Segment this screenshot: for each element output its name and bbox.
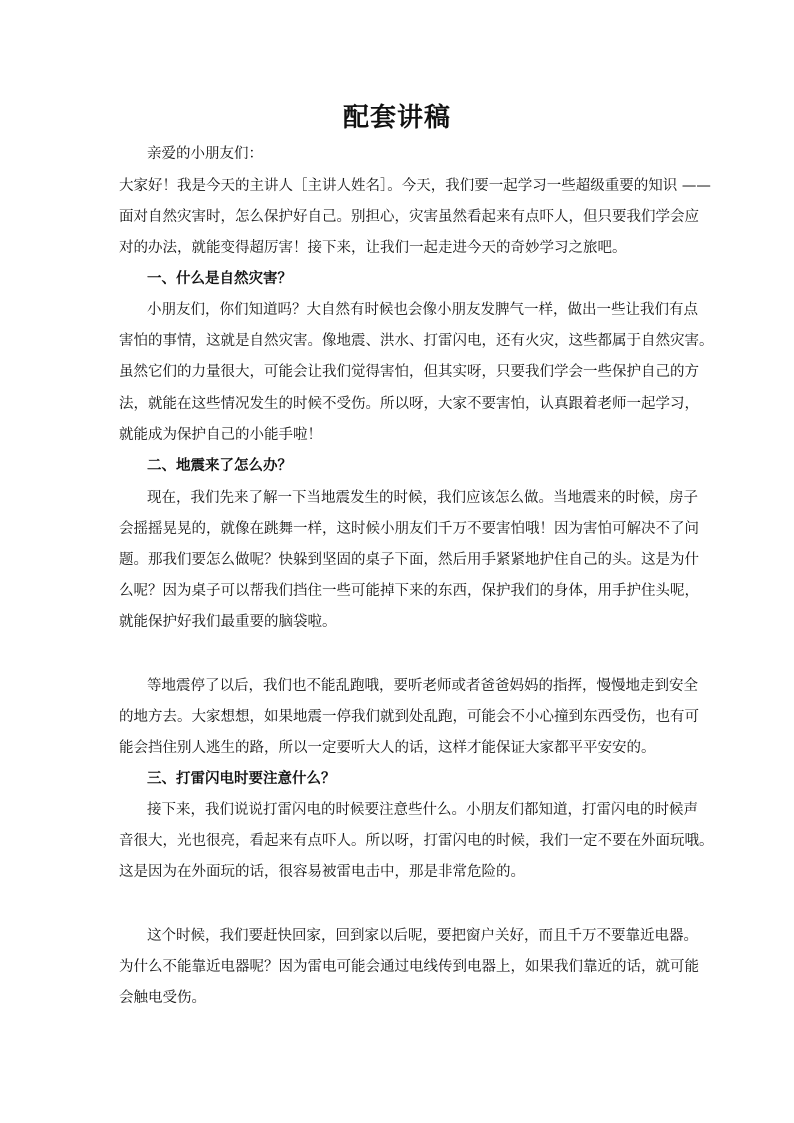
- paragraph-line: 音很大，光也很亮，看起来有点吓人。所以呀，打雷闪电的时候，我们一定不要在外面玩哦。: [119, 833, 714, 849]
- paragraph-line: 面对自然灾害时，怎么保护好自己。别担心，灾害虽然看起来有点吓人，但只要我们学会应: [119, 209, 699, 225]
- paragraph-line: 会触电受伤。: [119, 990, 206, 1006]
- paragraph-line: 这是因为在外面玩的话，很容易被雷电击中，那是非常危险的。: [119, 864, 525, 880]
- greeting: 亲爱的小朋友们：: [147, 146, 263, 162]
- document-title: 配套讲稿: [342, 103, 451, 133]
- paragraph-line: 就能成为保护自己的小能手啦！: [119, 427, 322, 443]
- paragraph-line: 害怕的事情，这就是自然灾害。像地震、洪水、打雷闪电，还有火灾，这些都属于自然灾害。: [119, 333, 714, 349]
- paragraph-line: 就能保护好我们最重要的脑袋啦。: [119, 614, 337, 630]
- paragraph-line: 对的办法，就能变得超厉害！接下来，让我们一起走进今天的奇妙学习之旅吧。: [119, 240, 627, 256]
- paragraph-line: 等地震停了以后，我们也不能乱跑哦，要听老师或者爸爸妈妈的指挥，慢慢地走到安全: [147, 678, 698, 694]
- paragraph-line: 接下来，我们说说打雷闪电的时候要注意些什么。小朋友们都知道，打雷闪电的时候声: [147, 802, 698, 818]
- paragraph-line: 会摇摇晃晃的，就像在跳舞一样，这时候小朋友们千万不要害怕哦！因为害怕可解决不了问: [119, 521, 699, 537]
- paragraph-line: 虽然它们的力量很大，可能会让我们觉得害怕，但其实呀，只要我们学会一些保护自己的方: [119, 364, 699, 380]
- section-heading: 三、打雷闪电时要注意什么？: [147, 770, 336, 787]
- paragraph-line: 的地方去。大家想想，如果地震一停我们就到处乱跑，可能会不小心撞到东西受伤，也有可: [119, 709, 699, 725]
- section-heading: 二、地震来了怎么办？: [147, 457, 292, 474]
- section-heading: 一、什么是自然灾害？: [147, 270, 292, 287]
- paragraph-line: 小朋友们，你们知道吗？大自然有时候也会像小朋友发脾气一样，做出一些让我们有点: [147, 302, 698, 318]
- paragraph-line: 这个时候，我们要赶快回家，回到家以后呢，要把窗户关好，而且千万不要靠近电器。: [147, 928, 698, 944]
- paragraph-line: 题。那我们要怎么做呢？快躲到坚固的桌子下面，然后用手紧紧地护住自己的头。这是为什: [119, 552, 699, 568]
- paragraph-line: 现在，我们先来了解一下当地震发生的时候，我们应该怎么做。当地震来的时候，房子: [147, 490, 698, 506]
- paragraph-line: 大家好！我是今天的主讲人［主讲人姓名］。今天，我们要一起学习一些超级重要的知识 ——: [119, 178, 711, 194]
- paragraph-line: 能会挡住别人逃生的路，所以一定要听大人的话，这样才能保证大家都平平安安的。: [119, 740, 656, 756]
- paragraph-line: 法，就能在这些情况发生的时候不受伤。所以呀，大家不要害怕，认真跟着老师一起学习，: [119, 396, 699, 412]
- paragraph-line: 么呢？因为桌子可以帮我们挡住一些可能掉下来的东西，保护我们的身体，用手护住头呢，: [119, 583, 699, 599]
- paragraph-line: 为什么不能靠近电器呢？因为雷电可能会通过电线传到电器上，如果我们靠近的话，就可能: [119, 959, 699, 975]
